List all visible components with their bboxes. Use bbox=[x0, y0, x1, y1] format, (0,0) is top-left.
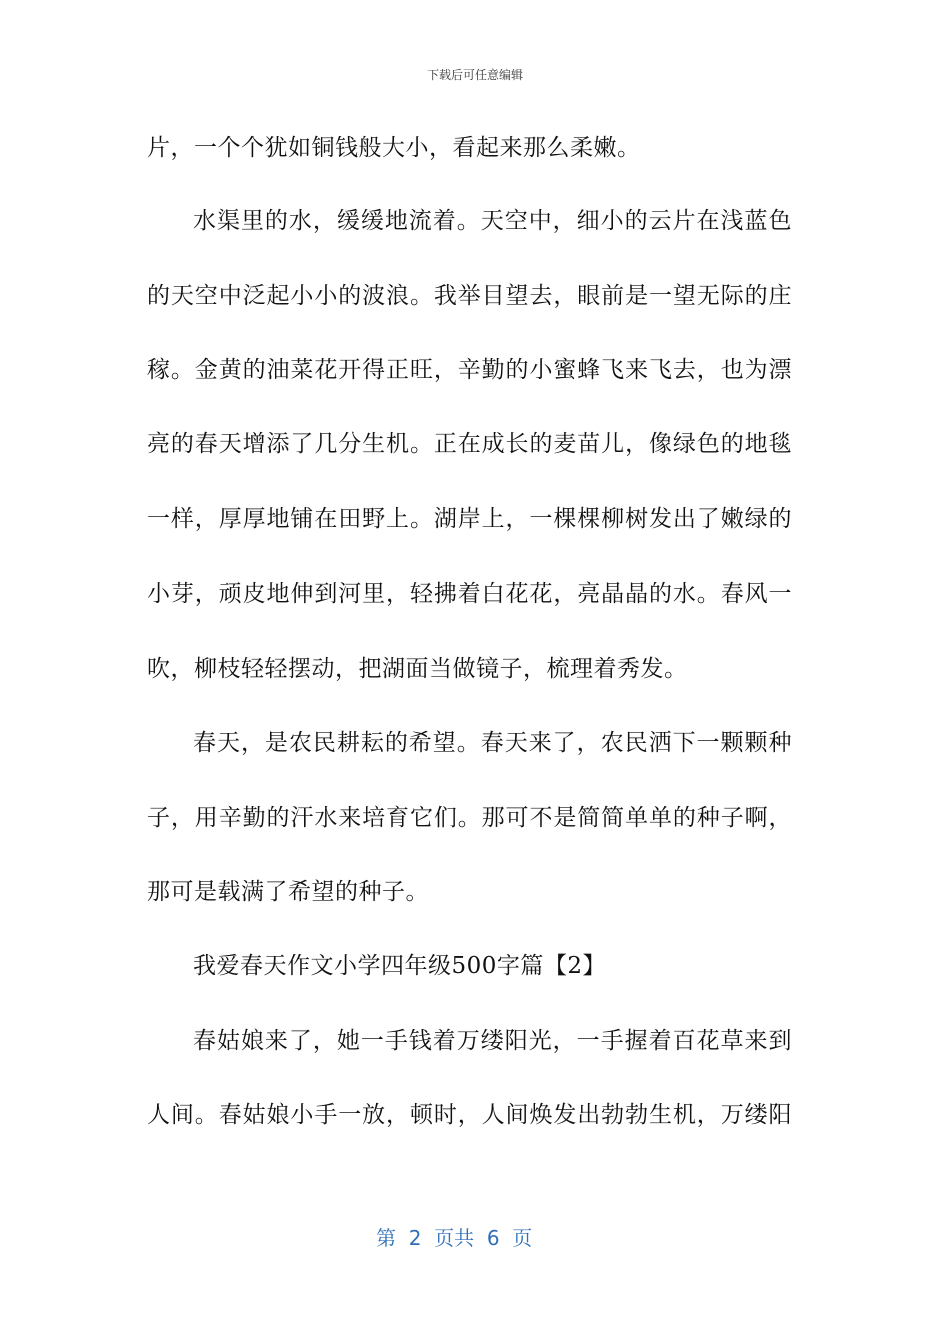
paragraph-line: 子，用辛勤的汗水来培育它们。那可不是简简单单的种子啊， bbox=[147, 805, 792, 831]
paragraph-line: 春姑娘来了，她一手钱着万缕阳光，一手握着百花草来到 bbox=[193, 1028, 792, 1054]
paragraph-line: 水渠里的水，缓缓地流着。天空中，细小的云片在浅蓝色 bbox=[193, 208, 792, 234]
paragraph-line: 一样，厚厚地铺在田野上。湖岸上，一棵棵柳树发出了嫩绿的 bbox=[147, 506, 792, 532]
section-heading: 我爱春天作文小学四年级500字篇【2】 bbox=[193, 953, 607, 979]
paragraph-line: 片，一个个犹如铜钱般大小，看起来那么柔嫩。 bbox=[147, 135, 641, 161]
paragraph-line: 春天，是农民耕耘的希望。春天来了，农民洒下一颗颗种 bbox=[193, 730, 792, 756]
paragraph-line: 小芽，顽皮地伸到河里，轻拂着白花花，亮晶晶的水。春风一 bbox=[147, 581, 792, 607]
paragraph-line: 稼。金黄的油菜花开得正旺，辛勤的小蜜蜂飞来飞去，也为漂 bbox=[147, 357, 792, 383]
paragraph-line: 人间。春姑娘小手一放，顿时，人间焕发出勃勃生机，万缕阳 bbox=[147, 1102, 792, 1128]
paragraph-line: 吹，柳枝轻轻摆动，把湖面当做镜子，梳理着秀发。 bbox=[147, 656, 688, 682]
paragraph-line: 那可是载满了希望的种子。 bbox=[147, 879, 429, 905]
page-number: 第 2 页共 6 页 bbox=[376, 1226, 533, 1250]
paragraph-line: 的天空中泛起小小的波浪。我举目望去，眼前是一望无际的庄 bbox=[147, 283, 792, 309]
paragraph-line: 亮的春天增添了几分生机。正在成长的麦苗儿，像绿色的地毯 bbox=[147, 431, 792, 457]
page-header-note: 下载后可任意编辑 bbox=[426, 68, 523, 82]
